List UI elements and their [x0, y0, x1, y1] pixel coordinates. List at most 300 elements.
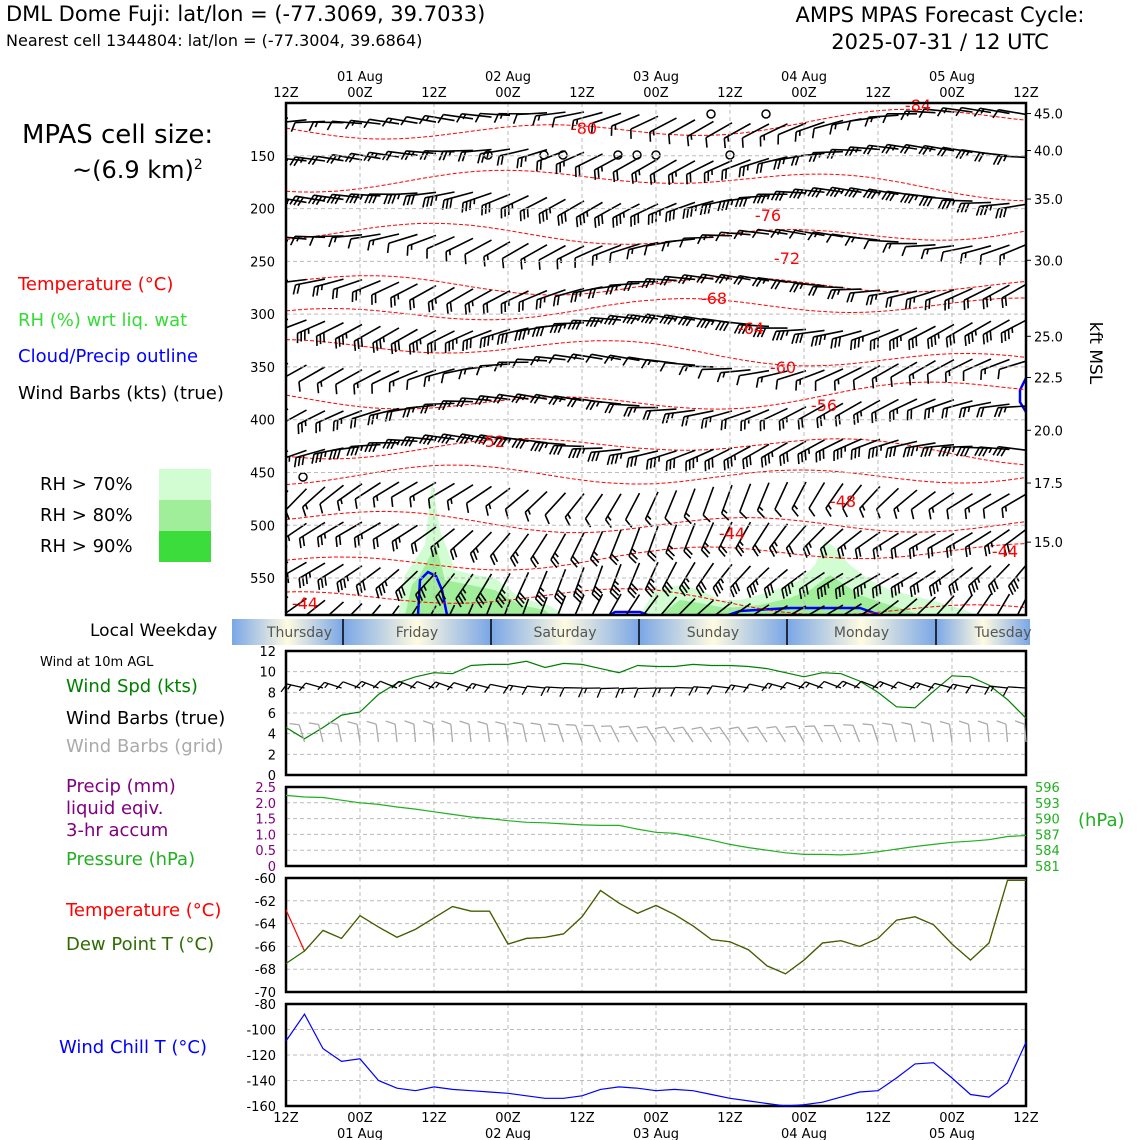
wind-barb	[468, 532, 498, 563]
top-tick-label: 12Z	[865, 86, 891, 101]
contour-label: -68	[700, 289, 728, 308]
wind-barb	[845, 147, 880, 159]
wind-barb	[679, 274, 714, 288]
y-tick-label: 8	[267, 686, 276, 702]
swatch-rh90	[159, 531, 211, 562]
swatch-rh80	[159, 500, 211, 531]
wind-barb	[476, 364, 511, 375]
wind-barb	[773, 482, 795, 517]
wind-barb	[460, 330, 495, 351]
height-tick-label: 35.0	[1034, 193, 1063, 209]
bottom-tick-label: 12Z	[717, 1111, 743, 1126]
calm-circle	[762, 110, 770, 118]
contour-label: -60	[769, 358, 797, 377]
y-tick-label: 2.0	[255, 796, 276, 812]
wind-barb	[589, 531, 611, 566]
legend-windchill: Wind Chill T (°C)	[59, 1037, 207, 1058]
wind-barb-grid	[785, 723, 804, 747]
wind-barb-grid	[513, 721, 526, 744]
wind-barb	[642, 279, 676, 290]
wind-barb	[645, 203, 680, 224]
wind-barb	[919, 145, 954, 160]
wind-barb	[642, 359, 677, 372]
pressure-tick-label: 400	[250, 413, 275, 429]
bottom-date-label: 03 Aug	[632, 1127, 680, 1140]
cell-size-label: MPAS cell size:	[22, 120, 214, 150]
wind-barb	[643, 409, 678, 420]
nearest-cell-title: Nearest cell 1344804: lat/lon = (-77.3004, 39.6864)	[6, 31, 423, 50]
y-tick-label: 4	[267, 727, 276, 743]
wind-barb-10m	[336, 680, 360, 696]
wind-barb	[522, 492, 553, 522]
wind-barb	[831, 367, 865, 390]
calm-circle	[707, 110, 715, 118]
wind-barb	[605, 315, 640, 328]
wind-barb-grid	[637, 723, 656, 746]
wind-barb	[382, 117, 417, 132]
contour-label: -84	[904, 96, 932, 115]
wind-barb	[735, 371, 770, 385]
forecast-cycle-line1: AMPS MPAS Forecast Cycle:	[795, 3, 1085, 27]
top-tick-label: 12Z	[569, 86, 595, 101]
contour-label: -44	[991, 542, 1019, 561]
wind-barb	[665, 525, 685, 560]
calm-circle	[633, 151, 641, 159]
wind-barb-grid	[710, 724, 730, 747]
wind-barb-grid	[692, 724, 712, 747]
top-date-label: 04 Aug	[780, 70, 828, 85]
cross-section-panel	[250, 70, 1105, 640]
top-tick-label: 00Z	[791, 86, 817, 101]
wind-barb	[624, 493, 648, 527]
wind-barb	[790, 283, 825, 295]
wind-barb-10m	[947, 683, 970, 696]
temperature-panel	[255, 872, 1026, 1001]
wind-barb-grid	[460, 720, 471, 743]
contour-label: -52	[478, 432, 506, 451]
wind-barb	[679, 366, 713, 376]
wind-barb	[864, 240, 898, 251]
wind-barb	[591, 566, 611, 601]
wind-barb-grid	[1015, 720, 1026, 743]
wind-barb	[259, 597, 292, 623]
bottom-date-label: 01 Aug	[336, 1127, 384, 1140]
wind-barb-grid	[882, 721, 896, 745]
y-tick-label: 10	[259, 665, 276, 681]
wind-barb	[383, 151, 418, 164]
swatch-rh70	[159, 469, 211, 500]
bottom-date-label: 02 Aug	[484, 1127, 532, 1140]
wind-barb	[346, 120, 381, 133]
y-tick-label: -140	[246, 1074, 276, 1090]
y-tick-label: 6	[267, 707, 276, 722]
y-right-tick-label: 590	[1035, 812, 1060, 828]
kft-msl-label: kft MSL	[1085, 321, 1105, 385]
wind-barb-10m	[854, 680, 878, 697]
windchill-panel	[246, 998, 1026, 1115]
contour-label: -76	[754, 206, 782, 225]
y-right-tick-label: 596	[1035, 781, 1060, 796]
wind-barb	[993, 109, 1028, 124]
wind-barb-grid	[405, 720, 416, 743]
top-tick-label: 00Z	[495, 86, 521, 101]
legend-wind-spd: Wind Spd (kts)	[66, 676, 198, 697]
wind-barb-grid	[531, 721, 545, 745]
y-tick-label: -64	[254, 917, 276, 933]
height-axis-labels	[1026, 108, 1063, 552]
wind-barb-grid	[423, 720, 434, 743]
wind-barb	[254, 280, 288, 291]
y-tick-label: 0	[267, 860, 276, 875]
wind-barb	[253, 237, 288, 250]
wind-barb	[809, 152, 843, 162]
wind-barb	[828, 119, 863, 135]
wind-barb	[883, 244, 917, 253]
wind-barb-grid	[478, 720, 490, 743]
top-tick-label: 12Z	[273, 86, 299, 101]
height-tick-label: 45.0	[1034, 107, 1063, 123]
pressure-tick-label: 550	[250, 572, 275, 588]
bottom-tick-label: 12Z	[865, 1111, 891, 1126]
wind-barb	[448, 531, 479, 560]
weekday-name: Tuesday	[974, 625, 1032, 641]
wind-barb	[626, 563, 647, 598]
weekday-label: Local Weekday	[90, 621, 218, 641]
wind-barb	[906, 361, 940, 386]
wind-panel	[259, 645, 1026, 784]
wind-barb	[808, 231, 843, 245]
weekday-name: Thursday	[266, 625, 333, 641]
wind-barb	[846, 117, 881, 130]
y-tick-label: -68	[254, 963, 276, 979]
legend-wind: Wind Barbs (kts) (true)	[18, 383, 224, 404]
wind-barb	[870, 533, 903, 559]
bottom-tick-label: 00Z	[495, 1111, 521, 1126]
legend-rh70: RH > 70%	[40, 474, 133, 495]
wind-barb	[734, 230, 769, 243]
bottom-tick-label: 00Z	[347, 1111, 373, 1126]
wind-barb	[660, 362, 695, 374]
height-tick-label: 30.0	[1034, 254, 1063, 270]
wind-barb	[327, 194, 362, 207]
wind-barb-grid	[386, 720, 397, 743]
wind-barb	[711, 564, 739, 596]
calm-circle	[540, 151, 548, 159]
wind-barb	[366, 234, 401, 251]
wind-barb	[604, 494, 629, 528]
legend-rh80: RH > 80%	[40, 505, 133, 526]
wind-barb-grid	[548, 721, 563, 745]
wind-barb-grid	[729, 724, 749, 747]
wind-barb-10m	[299, 682, 323, 697]
wind-barb	[888, 362, 922, 387]
y-tick-label: -80	[254, 998, 276, 1013]
y-tick-label: 12	[259, 645, 276, 660]
wind-barb	[767, 524, 795, 557]
y-tick-label: -100	[246, 1023, 276, 1039]
weekday-name: Monday	[833, 625, 890, 641]
wind-barb-10m	[836, 680, 860, 697]
wind-barb	[1006, 563, 1035, 595]
calm-circle	[299, 473, 307, 481]
wind-barb	[494, 394, 529, 408]
legend-wind-barbs: Wind Barbs (true)	[66, 708, 226, 729]
top-date-label: 05 Aug	[928, 70, 976, 85]
pressure-tick-label: 250	[250, 255, 275, 271]
bottom-tick-label: 12Z	[1013, 1111, 1039, 1126]
wind-barb	[549, 354, 584, 368]
wind-barb	[370, 524, 404, 549]
wind-barb	[513, 359, 547, 370]
y-tick-label: 1.0	[255, 828, 276, 844]
y-tick-label: -62	[254, 894, 276, 910]
wind-barb	[401, 116, 436, 131]
wind-barb-grid	[959, 720, 970, 743]
legend-rh: RH (%) wrt liq. wat	[18, 310, 188, 331]
legend-dewpoint: Dew Point T (°C)	[66, 934, 215, 955]
height-tick-label: 25.0	[1034, 330, 1063, 346]
wind-barb	[682, 523, 703, 558]
wind-barb	[792, 122, 827, 142]
wind-barb	[865, 115, 900, 126]
wind-barb	[902, 245, 937, 256]
wind-barb	[534, 571, 555, 606]
pressure-tick-label: 150	[250, 149, 275, 165]
wind-barb	[583, 494, 610, 527]
weekday-bar	[232, 619, 1031, 645]
wind-barb-grid	[441, 720, 452, 743]
height-tick-label: 17.5	[1034, 477, 1063, 493]
wind-barb	[702, 487, 722, 522]
wind-barb	[958, 402, 993, 418]
wind-barb	[994, 156, 1028, 167]
wind-barb	[266, 490, 295, 522]
wind-barb	[529, 534, 555, 567]
top-tick-label: 12Z	[1013, 86, 1039, 101]
wind-barb	[543, 493, 573, 524]
bottom-date-label: 04 Aug	[780, 1127, 828, 1140]
wind-barb	[549, 534, 573, 568]
wind-barb	[586, 400, 621, 412]
weekday-name: Friday	[395, 625, 439, 641]
wind-barb-grid	[766, 723, 785, 746]
wind-barb	[272, 157, 307, 169]
contour-label: -44	[718, 524, 746, 543]
wind-barb	[980, 285, 1014, 309]
wind-barb	[698, 369, 732, 379]
wind-barb	[609, 530, 630, 565]
cell-size-text: ~(6.9 km)	[72, 156, 194, 184]
contour-label: -48	[829, 492, 857, 511]
wind-barb-10m	[966, 685, 989, 697]
wind-barb	[628, 528, 648, 563]
pressure-tick-label: 300	[250, 308, 275, 324]
wind-barb-10m	[503, 685, 526, 697]
temperature-contour	[286, 511, 1026, 532]
legend-precip-1: Precip (mm)	[66, 776, 176, 797]
wind-barb-grid	[805, 722, 823, 746]
y-right-tick-label: 584	[1035, 844, 1060, 860]
wind-barb	[694, 563, 721, 596]
wind-barb	[609, 564, 630, 599]
wind-barb	[939, 246, 974, 262]
wind-barb	[364, 119, 399, 133]
wind-barb	[808, 187, 843, 201]
pressure-tick-label: 350	[250, 360, 275, 376]
wind-barb	[536, 246, 570, 270]
wind-barb-10m	[762, 682, 786, 697]
bottom-tick-label: 12Z	[421, 1111, 447, 1126]
y-tick-label: -160	[246, 1100, 276, 1115]
top-date-label: 02 Aug	[484, 70, 532, 85]
wind-barb-grid	[843, 721, 859, 745]
wind-barb-grid	[747, 724, 767, 747]
y-tick-label: 2.5	[255, 781, 276, 796]
wind-barb	[809, 287, 843, 297]
wind-barb	[661, 410, 696, 423]
wind-barb	[402, 405, 437, 417]
top-tick-label: 00Z	[643, 86, 669, 101]
wind-barb	[483, 488, 516, 516]
bottom-time-axis	[273, 1111, 1039, 1140]
legend-precip-3: 3-hr accum	[66, 820, 169, 841]
wind-barb	[717, 370, 752, 382]
contour-label: -72	[773, 249, 801, 268]
wind-barb	[274, 450, 309, 470]
wind-barb	[311, 279, 346, 297]
contour-label: -80	[570, 119, 598, 138]
wind-barb	[753, 277, 788, 291]
wind-barb-10m	[355, 680, 379, 696]
wind-barb	[644, 492, 666, 527]
y-tick-label: -120	[246, 1049, 276, 1064]
wind-barb	[589, 245, 624, 266]
wind-barb	[624, 408, 658, 417]
wind-barb	[663, 202, 698, 222]
wind-barb	[315, 564, 349, 590]
top-tick-label: 00Z	[939, 86, 965, 101]
wind-barb	[457, 113, 492, 126]
bottom-tick-label: 12Z	[273, 1111, 299, 1126]
top-date-label: 03 Aug	[632, 70, 680, 85]
wind-barb	[278, 523, 311, 550]
wind-barb	[440, 367, 475, 383]
wind-barb	[290, 195, 325, 209]
y-tick-label: -66	[254, 940, 276, 956]
legend-rh90: RH > 90%	[40, 536, 133, 557]
top-tick-label: 00Z	[347, 86, 373, 101]
y-tick-label: 0.5	[255, 844, 276, 860]
contour-label: -64	[737, 319, 765, 338]
wind-barb-grid	[997, 720, 1008, 743]
weekday-name: Sunday	[686, 625, 740, 641]
legend-temperature: Temperature (°C)	[18, 274, 174, 295]
wind-barb	[776, 407, 810, 431]
wind-barb	[444, 485, 478, 511]
top-tick-label: 12Z	[717, 86, 743, 101]
wind-barb	[308, 155, 343, 169]
y-right-tick-label: 581	[1035, 860, 1060, 875]
wind-barb	[857, 487, 887, 518]
wind-barb-10m	[1003, 687, 1026, 697]
legend-temperature-lower: Temperature (°C)	[66, 900, 222, 921]
legend-wind-barbs-grid: Wind Barbs (grid)	[66, 736, 224, 757]
wind-barb	[463, 486, 496, 512]
y-tick-label: 0	[267, 769, 276, 784]
wind-barb-grid	[673, 724, 693, 747]
wind-barb	[605, 404, 639, 415]
wind-barb-grid	[328, 720, 341, 743]
wind-barb-10m	[392, 680, 416, 697]
wind-barb	[966, 566, 997, 595]
forecast-cycle-line2: 2025-07-31 / 12 UTC	[831, 30, 1049, 54]
wind-barb-grid	[348, 720, 360, 743]
wind-barb	[283, 489, 313, 520]
wind-barb	[828, 289, 862, 299]
wind-barb	[789, 230, 824, 245]
wind-barb	[348, 410, 383, 429]
wind-barb	[309, 122, 343, 132]
wind-barb	[255, 118, 290, 133]
panel-frame	[286, 787, 1026, 866]
wind-barb	[850, 400, 884, 424]
y-tick-label: -70	[254, 986, 276, 1001]
contour-label: -44	[291, 594, 319, 613]
y-tick-label: 1.5	[255, 812, 276, 828]
wind-barb-grid	[901, 721, 915, 744]
wind-barb	[869, 364, 903, 389]
top-date-label: 01 Aug	[336, 70, 384, 85]
wind-barb	[920, 246, 955, 259]
pressure-panel	[255, 781, 1060, 875]
legend-cloud: Cloud/Precip outline	[18, 346, 199, 367]
pressure-tick-label: 500	[250, 519, 275, 535]
wind-barb	[756, 483, 777, 518]
wind-barb	[309, 195, 344, 209]
wind-barb-grid	[289, 721, 304, 745]
wind-barb-10m	[744, 683, 767, 697]
wind-barb	[924, 360, 958, 384]
wind-barb	[419, 115, 454, 129]
wind-barb	[271, 197, 306, 212]
wind-barb	[623, 357, 658, 371]
wind-barb	[698, 235, 732, 245]
wind-barb-grid	[978, 720, 989, 743]
y-tick-label: -60	[254, 872, 276, 887]
wind-barb-10m	[281, 683, 304, 697]
wind-barb	[401, 151, 436, 163]
wind-barb-10m	[318, 681, 342, 696]
y-right-tick-label: 593	[1035, 796, 1060, 812]
wind-barb	[290, 156, 325, 170]
height-tick-label: 15.0	[1034, 536, 1063, 552]
pressure-tick-label: 450	[250, 466, 275, 482]
wind-barb-grid	[495, 720, 508, 743]
wind-barb	[944, 494, 978, 520]
wind-barb	[517, 245, 551, 270]
legend-pressure: Pressure (hPa)	[66, 849, 196, 870]
height-tick-label: 22.5	[1034, 371, 1063, 387]
cell-size-sup: 2	[193, 157, 203, 173]
wind-barb-grid	[940, 720, 952, 743]
wind-barb	[438, 114, 473, 128]
wind-barb-grid	[367, 720, 379, 743]
wind-barb	[272, 236, 307, 248]
legend-precip-2: liquid eqiv.	[66, 798, 164, 819]
pressure-axis-labels	[250, 150, 275, 587]
wind-barb	[661, 239, 696, 251]
wind-barb	[533, 290, 568, 310]
